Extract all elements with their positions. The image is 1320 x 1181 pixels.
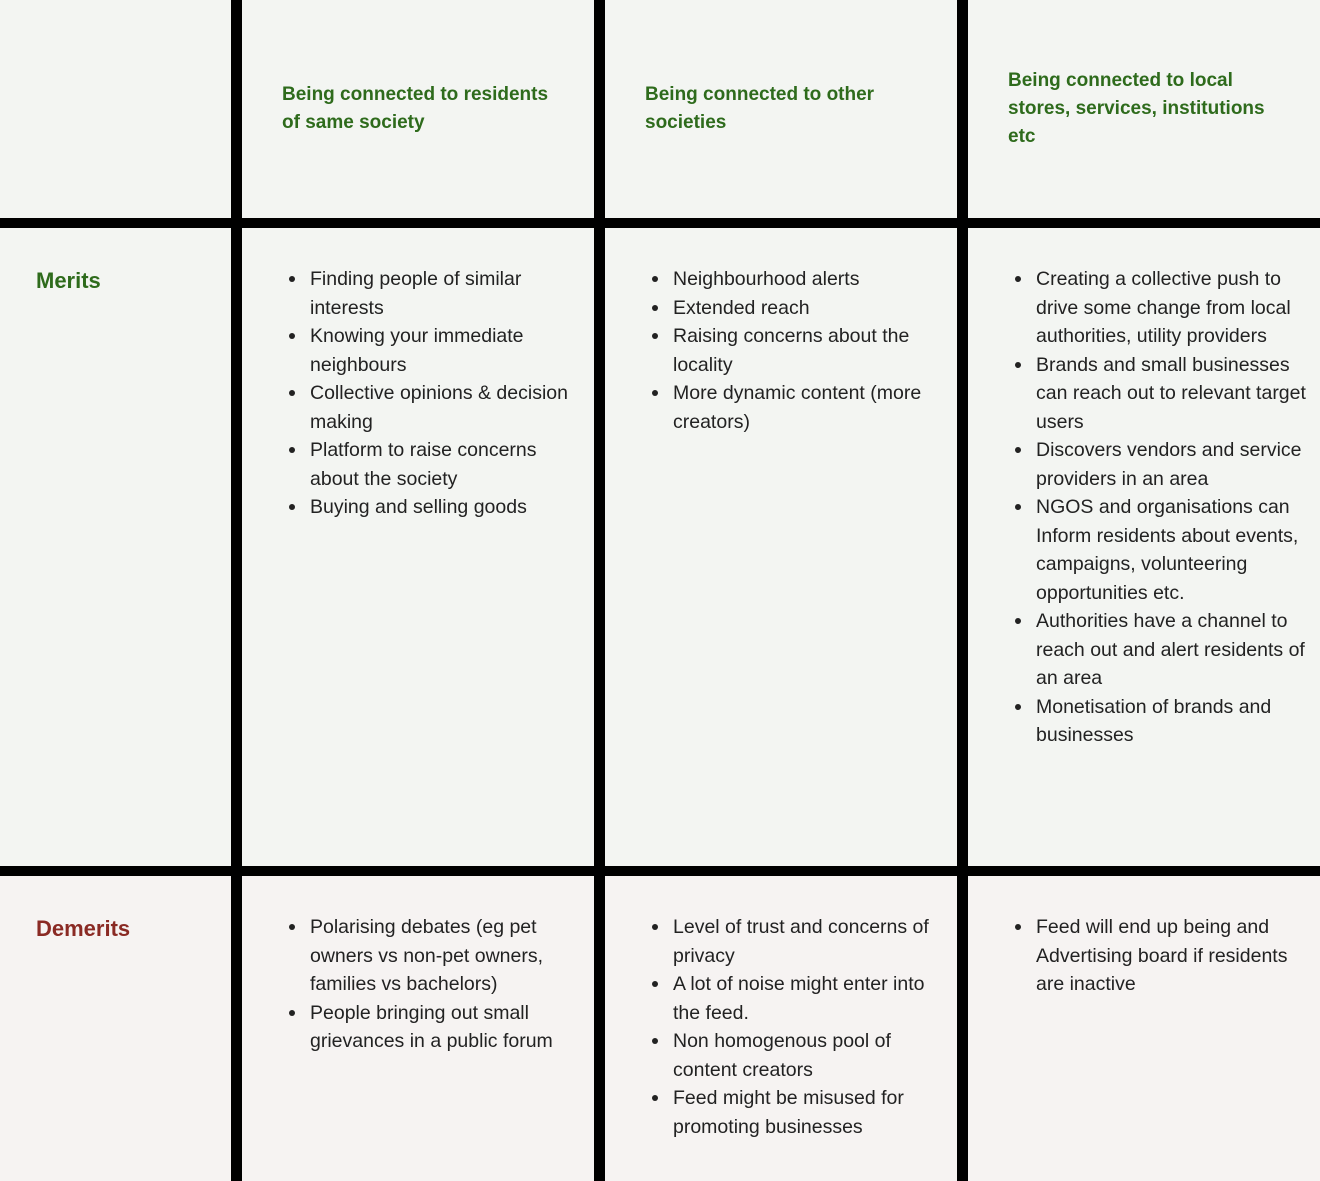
list-item: Polarising debates (eg pet owners vs non-pet owners, families vs bachelors) bbox=[310, 913, 590, 999]
demerits-same-society-cell bbox=[242, 876, 594, 1181]
row-header-demerits: Demerits bbox=[36, 916, 131, 941]
column-header-text: Being connected to residents of same society bbox=[282, 84, 549, 133]
list-item: Feed will end up being and Advertising board if residents are inactive bbox=[1036, 913, 1316, 999]
merits-same-society-cell bbox=[242, 228, 594, 866]
list-item: NGOS and organisations can Inform residents about events, campaigns, volunteering opportunities etc. bbox=[1036, 493, 1316, 607]
list-item: Authorities have a channel to reach out and alert residents of an area bbox=[1036, 607, 1316, 693]
column-header-other-societies bbox=[605, 0, 957, 218]
column-header-text: Being connected to local stores, services, institutions etc bbox=[1008, 70, 1265, 147]
demerits-list bbox=[282, 913, 590, 1056]
row-header-merits-cell bbox=[0, 228, 231, 866]
list-item: Non homogenous pool of content creators bbox=[673, 1027, 953, 1084]
row-header-demerits-cell bbox=[0, 876, 231, 1181]
merits-list bbox=[645, 265, 953, 436]
list-item: Buying and selling goods bbox=[310, 493, 590, 522]
list-item: Extended reach bbox=[673, 294, 953, 323]
list-item: People bringing out small grievances in a public forum bbox=[310, 999, 590, 1056]
list-item: Knowing your immediate neighbours bbox=[310, 322, 590, 379]
list-item: Discovers vendors and service providers in an area bbox=[1036, 436, 1316, 493]
list-item: Raising concerns about the locality bbox=[673, 322, 953, 379]
demerits-list bbox=[1008, 913, 1316, 999]
merits-local-stores-cell bbox=[968, 228, 1320, 866]
merits-list bbox=[1008, 265, 1316, 750]
list-item: Platform to raise concerns about the society bbox=[310, 436, 590, 493]
list-item: Level of trust and concerns of privacy bbox=[673, 913, 953, 970]
list-item: Feed might be misused for promoting businesses bbox=[673, 1084, 953, 1141]
list-item: Collective opinions & decision making bbox=[310, 379, 590, 436]
demerits-other-societies-cell bbox=[605, 876, 957, 1181]
list-item: Creating a collective push to drive some change from local authorities, utility providers bbox=[1036, 265, 1316, 351]
demerits-list bbox=[645, 913, 953, 1141]
header-corner-cell bbox=[0, 0, 231, 218]
list-item: Brands and small businesses can reach out to relevant target users bbox=[1036, 351, 1316, 437]
merits-list bbox=[282, 265, 590, 522]
column-header-same-society bbox=[242, 0, 594, 218]
list-item: Monetisation of brands and businesses bbox=[1036, 693, 1316, 750]
list-item: Finding people of similar interests bbox=[310, 265, 590, 322]
list-item: Neighbourhood alerts bbox=[673, 265, 953, 294]
demerits-local-stores-cell bbox=[968, 876, 1320, 1181]
column-header-local-stores bbox=[968, 0, 1320, 218]
row-header-merits: Merits bbox=[36, 268, 101, 293]
column-header-text: Being connected to other societies bbox=[645, 84, 875, 133]
list-item: More dynamic content (more creators) bbox=[673, 379, 953, 436]
merits-other-societies-cell bbox=[605, 228, 957, 866]
list-item: A lot of noise might enter into the feed. bbox=[673, 970, 953, 1027]
